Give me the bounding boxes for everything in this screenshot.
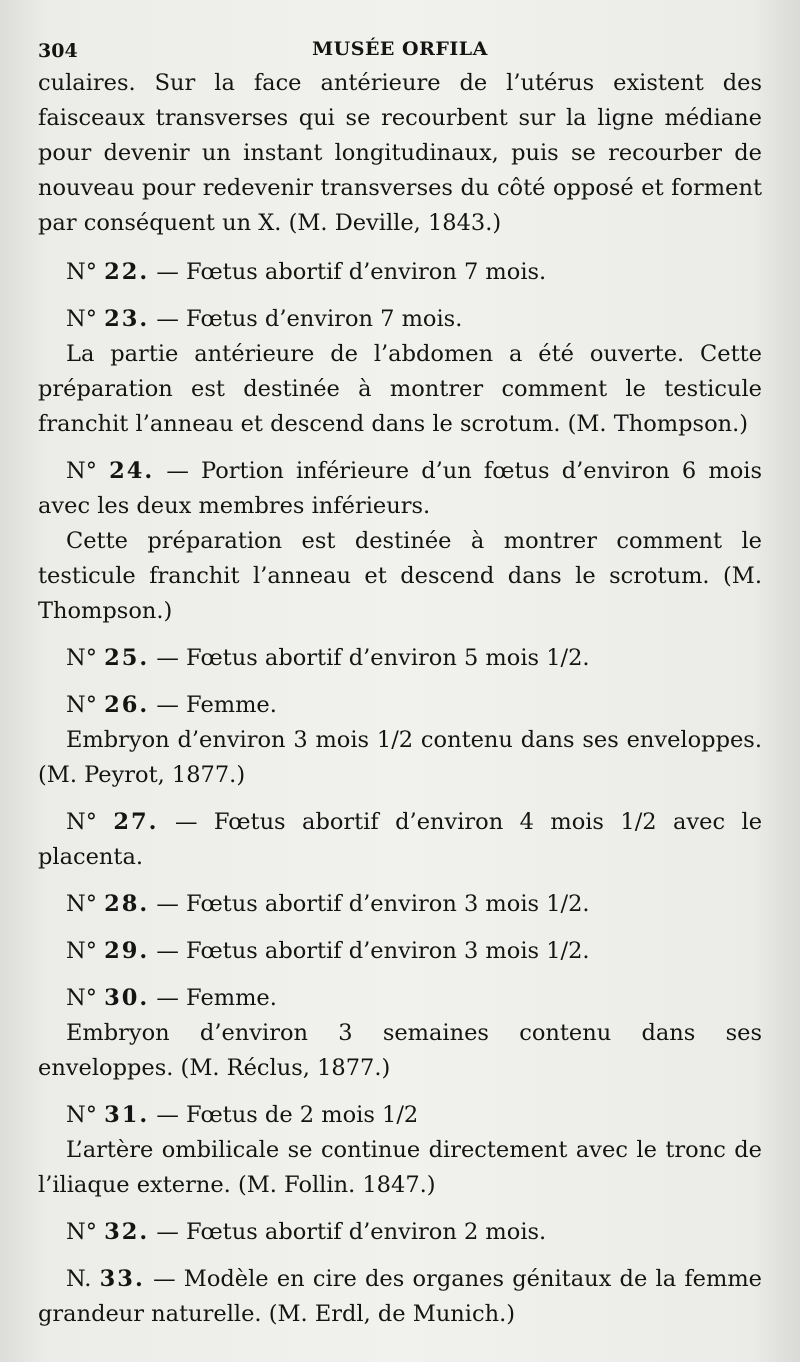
entry-prefix: N° xyxy=(66,645,97,671)
entry-description: Embryon d’environ 3 mois 1/2 contenu dans ses enveloppes. (M. Peyrot, 1877.) xyxy=(38,727,762,788)
entry-heading xyxy=(38,805,762,875)
entry-number: 27. xyxy=(113,809,159,835)
page-body xyxy=(38,66,762,1332)
entry-heading xyxy=(38,454,762,524)
entry-prefix: N° xyxy=(66,1219,97,1245)
catalog-entry xyxy=(38,454,762,629)
entry-title: — Femme. xyxy=(156,985,277,1011)
entry-prefix: N° xyxy=(66,809,97,835)
catalog-entry xyxy=(38,887,762,922)
entry-heading xyxy=(38,981,762,1016)
catalog-entry xyxy=(38,934,762,969)
entry-prefix: N° xyxy=(66,458,97,484)
entry-title: — Portion inférieure d’un fœtus d’environ 6 mois avec les deux membres inférieurs. xyxy=(38,458,762,519)
entry-heading xyxy=(38,1262,762,1332)
entry-heading xyxy=(38,887,762,922)
entry-heading xyxy=(38,255,762,290)
entry-heading xyxy=(38,302,762,337)
entry-title: — Fœtus abortif d’environ 2 mois. xyxy=(156,1219,547,1245)
entry-title: — Fœtus abortif d’environ 3 mois 1/2. xyxy=(156,938,590,964)
entry-prefix: N° xyxy=(66,1102,97,1128)
entry-prefix: N° xyxy=(66,891,97,917)
catalog-entry xyxy=(38,641,762,676)
entry-number: 31. xyxy=(104,1102,150,1128)
catalog-entry xyxy=(38,805,762,875)
page-header xyxy=(38,34,762,66)
entry-title: — Femme. xyxy=(156,692,277,718)
entry-heading xyxy=(38,688,762,723)
entry-number: 24. xyxy=(109,458,155,484)
entry-heading xyxy=(38,1215,762,1250)
catalog-entry xyxy=(38,981,762,1086)
catalog-entry xyxy=(38,688,762,793)
entry-number: 26. xyxy=(104,692,150,718)
running-title: MUSÉE ORFILA xyxy=(312,38,488,60)
entry-heading xyxy=(38,1098,762,1133)
entry-title: — Fœtus de 2 mois 1/2 xyxy=(156,1102,419,1128)
entry-prefix: N° xyxy=(66,985,97,1011)
entry-number: 32. xyxy=(104,1219,150,1245)
entry-description: La partie antérieure de l’abdomen a été ouverte. Cette préparation est destinée à montrer comment le testicule franchit l’anneau et descend dans le scrotum. (M. Thompson.) xyxy=(38,341,762,437)
entry-title: — Fœtus abortif d’environ 5 mois 1/2. xyxy=(156,645,590,671)
catalog-entry xyxy=(38,1262,762,1332)
entry-description: Embryon d’environ 3 semaines contenu dans ses enveloppes. (M. Réclus, 1877.) xyxy=(38,1020,762,1081)
catalog-entry xyxy=(38,1098,762,1203)
entry-title: — Fœtus abortif d’environ 3 mois 1/2. xyxy=(156,891,590,917)
entry-heading xyxy=(38,934,762,969)
entry-title: — Fœtus abortif d’environ 4 mois 1/2 avec le placenta. xyxy=(38,809,763,870)
entry-number: 25. xyxy=(104,645,150,671)
entry-prefix: N° xyxy=(66,259,97,285)
catalog-entry xyxy=(38,302,762,442)
entry-number: 29. xyxy=(104,938,150,964)
entry-title: — Fœtus d’environ 7 mois. xyxy=(156,306,463,332)
entry-number: 28. xyxy=(104,891,150,917)
page-number: 304 xyxy=(38,40,78,62)
intro-paragraph: culaires. Sur la face antérieure de l’utérus existent des faisceaux transverses qui se recourbent sur la ligne médiane pour devenir un instant longitudinaux, puis se recourber de nouveau pour redevenir transverses du côté opposé et forment par conséquent un X. (M. Deville, 1843.) xyxy=(38,70,762,236)
entry-description: L’artère ombilicale se continue directement avec le tronc de l’iliaque externe. (M. Follin. 1847.) xyxy=(38,1137,762,1198)
entry-list xyxy=(38,255,762,1332)
entry-number: 30. xyxy=(104,985,150,1011)
entry-number: 22. xyxy=(104,259,150,285)
entry-prefix: N. xyxy=(66,1266,92,1292)
entry-heading xyxy=(38,641,762,676)
catalog-entry xyxy=(38,255,762,290)
entry-prefix: N° xyxy=(66,692,97,718)
entry-number: 23. xyxy=(104,306,150,332)
entry-prefix: N° xyxy=(66,306,97,332)
entry-number: 33. xyxy=(99,1266,145,1292)
entry-description: Cette préparation est destinée à montrer comment le testicule franchit l’anneau et descend dans le scrotum. (M. Thompson.) xyxy=(38,528,762,624)
entry-title: — Modèle en cire des organes génitaux de la femme grandeur naturelle. (M. Erdl, de Munich.) xyxy=(38,1266,762,1327)
catalog-entry xyxy=(38,1215,762,1250)
entry-prefix: N° xyxy=(66,938,97,964)
entry-title: — Fœtus abortif d’environ 7 mois. xyxy=(156,259,547,285)
